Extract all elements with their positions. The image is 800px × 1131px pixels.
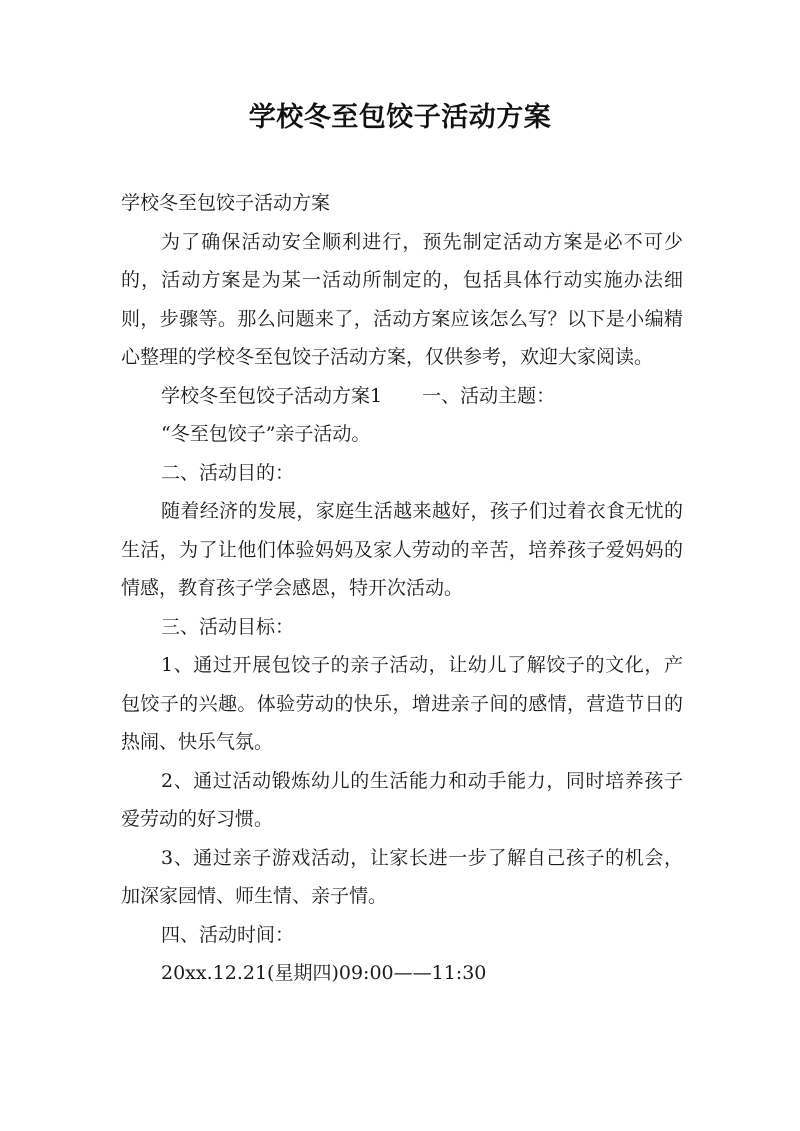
section4-heading: 四、活动时间：	[161, 923, 295, 946]
goal-3: 3、通过亲子游戏活动，让家长进一步了解自己孩子的机会，加深家园情、师生情、亲子情。	[121, 846, 683, 907]
section1-content: “冬至包饺子”亲子活动。	[161, 423, 371, 445]
section1-heading: 一、活动主题：	[422, 384, 556, 407]
plan-heading: 学校冬至包饺子活动方案1	[161, 384, 383, 407]
goal-2: 2、通过活动锻炼幼儿的生活能力和动手能力，同时培养孩子爱劳动的好习惯。	[121, 769, 683, 830]
intro-paragraph: 为了确保活动安全顺利进行，预先制定活动方案是必不可少的，活动方案是为某一活动所制定的，包括具体行动实施办法细则，步骤等。那么问题来了，活动方案应该怎么写？以下是小编精心整理的学校冬至包饺子活动方案，仅供参考，欢迎大家阅读。	[121, 230, 683, 368]
section3-heading: 三、活动目标：	[161, 615, 295, 638]
section4-content: 20xx.12.21(星期四)09:00——11:30	[161, 962, 487, 984]
goal-1: 1、通过开展包饺子的亲子活动，让幼儿了解饺子的文化，产包饺子的兴趣。体验劳动的快乐，增进亲子间的感情，营造节日的热闹、快乐气氛。	[121, 654, 683, 753]
document-subtitle: 学校冬至包饺子活动方案	[121, 192, 331, 214]
section2-heading: 二、活动目的：	[161, 461, 295, 484]
document-body	[121, 184, 683, 993]
section2-content: 随着经济的发展，家庭生活越来越好，孩子们过着衣食无忧的生活，为了让他们体验妈妈及家人劳动的辛苦，培养孩子爱妈妈的情感，教育孩子学会感恩，特开次活动。	[121, 500, 683, 599]
plan-heading-line	[121, 377, 683, 416]
document-title: 学校冬至包饺子活动方案	[248, 102, 552, 133]
